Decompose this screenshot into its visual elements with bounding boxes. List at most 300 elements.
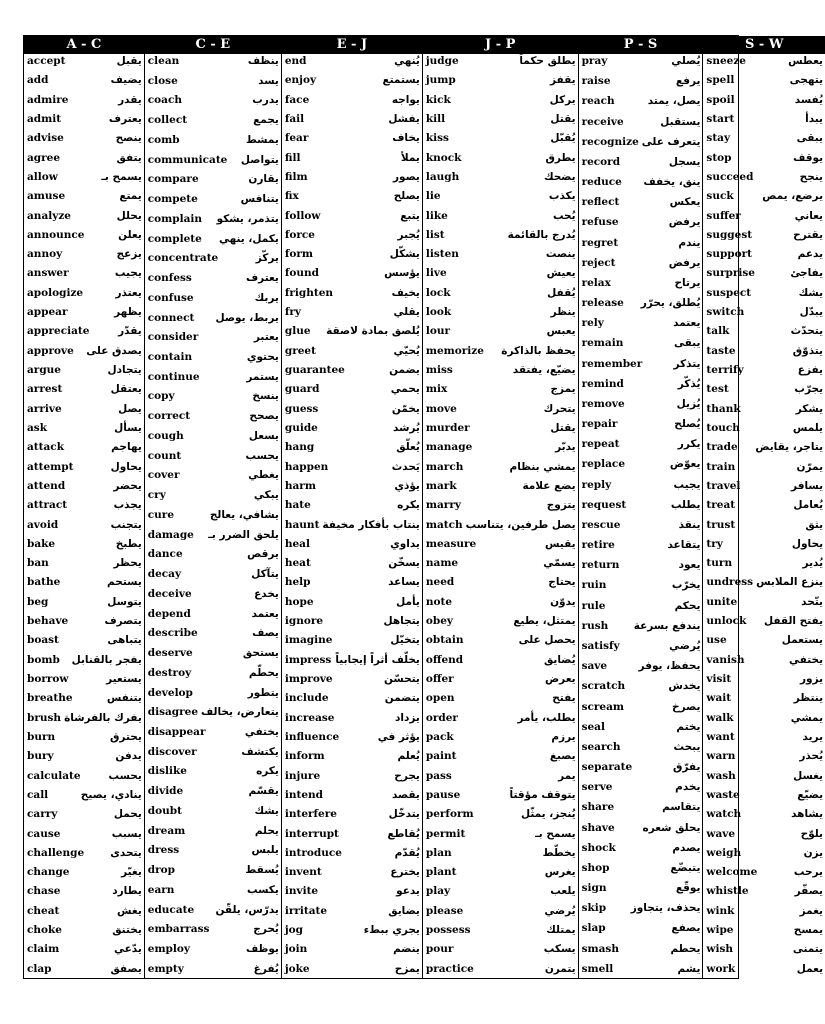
arabic-translation: يسمح بـ [101,170,142,183]
arabic-translation: يفاجئ [790,267,824,280]
arabic-translation: يمشي بنظام [509,460,576,473]
arabic-translation: يخترع [390,866,420,879]
english-word: disagree [147,706,199,719]
english-word: need [425,576,455,589]
english-word: fear [284,132,309,145]
english-word: miss [425,364,453,376]
arabic-translation: يُعامل [793,499,824,512]
vocab-entry [703,94,825,106]
english-word: like [425,209,448,222]
vocab-entry [24,325,144,337]
vocab-entry [579,257,703,269]
vocab-entry [579,640,703,652]
arabic-translation: يقبل [116,55,142,67]
arabic-translation: يشكّل [389,248,420,261]
english-word: permit [425,827,466,840]
english-word: separate [581,761,633,774]
arabic-translation: يُعلّق [396,441,420,454]
arabic-translation: يعلن [118,228,142,241]
arabic-translation: يتنافس [240,193,279,206]
english-word: impress [284,653,332,666]
vocab-entry [282,403,422,415]
english-word: destroy [147,666,192,679]
english-word: wash [706,769,736,782]
arabic-translation: يعطس [788,55,824,67]
english-word: educate [147,903,195,916]
vocab-entry [24,538,144,550]
arabic-translation: يتحدى [110,846,142,859]
english-word: taste [706,344,736,357]
english-word: manage [425,441,473,454]
entry-list [423,54,578,978]
arabic-translation: يُقاطع [387,827,420,840]
vocab-entry [703,132,825,144]
english-word: reflect [581,196,620,209]
arabic-translation: يعتمد [251,607,279,620]
english-word: rush [581,619,609,632]
vocab-entry [703,770,825,782]
arabic-translation: يتهجى [789,74,824,87]
vocab-entry [703,634,825,646]
english-word: shock [581,841,616,854]
arabic-translation: يُنهي [394,55,420,67]
english-word: turn [706,557,733,570]
english-word: compare [147,173,199,186]
vocab-entry [24,519,144,531]
arabic-translation: يسافر [791,479,824,492]
arabic-translation: يطارد [112,885,142,898]
vocab-entry [24,634,144,646]
vocab-entry [145,489,281,501]
vocab-entry [24,847,144,859]
arabic-translation: يضحك [543,170,576,183]
vocab-entry [24,885,144,897]
arabic-translation: يحتاج [548,576,576,589]
vocab-entry [423,152,578,164]
arabic-translation: يسد [258,74,279,87]
vocab-entry [24,345,144,357]
vocab-entry [703,519,825,531]
arabic-translation: يحسب [245,449,279,462]
english-word: count [147,449,182,462]
english-word: sign [581,882,607,895]
vocab-entry [145,765,281,777]
arabic-translation: يجمع [253,114,279,127]
vocab-entry [145,884,281,896]
vocab-entry [145,588,281,600]
vocab-entry [423,267,578,279]
arabic-translation: يدوّن [550,595,576,608]
arabic-translation: يجيب [673,478,701,491]
arabic-translation: يوقف [793,151,824,164]
arabic-translation: يواجه [391,93,420,106]
vocab-entry [703,248,825,260]
english-word: invite [284,885,319,898]
arabic-translation: يتقاعد [667,539,701,552]
vocab-entry [423,190,578,202]
arabic-translation: ينتاب بأفكار مخيفة [322,518,420,531]
vocab-entry [24,94,144,106]
english-word: shave [581,821,615,834]
vocab-entry [703,750,825,762]
english-word: practice [425,962,474,975]
arabic-translation: ينتظر [793,692,824,705]
vocab-entry [282,364,422,376]
arabic-translation: يتعرف على [641,135,701,148]
vocab-entry [24,692,144,704]
vocab-entry [423,403,578,415]
english-word: fill [284,151,301,164]
vocab-entry [423,615,578,627]
vocab-entry [423,963,578,975]
arabic-translation: يُجبر [397,228,420,241]
arabic-translation: يعتبر [253,331,279,344]
english-word: open [425,692,455,705]
vocab-entry [24,789,144,801]
arabic-translation: يحاول [110,460,142,473]
vocab-entry [579,337,703,349]
english-word: satisfy [581,639,620,652]
english-word: waste [706,788,740,801]
english-word: kick [425,93,451,106]
arabic-translation: ينزع الملابس [756,576,824,589]
english-word: harm [284,479,316,492]
vocab-entry [579,95,703,107]
vocab-entry [703,364,825,376]
arabic-translation: يعتقل [110,383,142,396]
vocab-entry [579,116,703,128]
vocab-entry [423,248,578,260]
arabic-translation: يحسب [108,769,142,782]
arabic-translation: يدبّر [555,441,576,454]
column-header: E - J [282,36,422,54]
english-word: refuse [581,216,619,229]
vocab-entry [24,74,144,86]
english-word: appreciate [27,325,90,338]
english-word: concentrate [147,252,219,265]
column-j-p [423,36,579,978]
english-word: reject [581,256,616,269]
english-word: touch [706,421,740,434]
arabic-translation: يخدش [668,680,701,693]
english-word: march [425,460,464,473]
arabic-translation: يجذب [113,499,142,512]
english-word: divide [147,785,184,798]
english-word: avoid [27,518,59,531]
vocab-entry [145,608,281,620]
vocab-entry [282,152,422,164]
vocab-entry [24,615,144,627]
arabic-translation: يسمّي [543,557,576,570]
arabic-translation: يجري ببطء [363,924,420,937]
english-word: scream [581,700,625,713]
vocab-entry [423,557,578,569]
vocab-entry [703,731,825,743]
english-word: influence [284,730,340,743]
arabic-translation: ينق، يخفف [643,176,701,189]
english-word: heal [284,537,310,550]
arabic-translation: يستعمل [781,634,824,647]
vocab-entry [579,519,703,531]
vocab-entry [24,750,144,762]
arabic-translation: يبدأ [805,112,824,125]
arabic-translation: يشك [254,804,279,817]
vocab-entry [282,866,422,878]
arabic-translation: يخمّن [391,402,420,415]
english-word: lie [425,190,441,203]
arabic-translation: يُصلي [671,55,701,67]
english-word: mark [425,479,457,492]
arabic-translation: يقيس [544,537,576,550]
vocab-entry [145,292,281,304]
english-word: name [425,557,459,570]
arabic-translation: يلحق الضرر بـ [208,528,279,541]
arabic-translation: يطلب، يأمر [517,711,576,724]
vocab-entry [24,306,144,318]
english-word: include [284,692,329,705]
arabic-translation: يتفق [116,151,142,164]
english-word: train [706,460,736,473]
vocab-entry [282,731,422,743]
arabic-translation: يكمل، ينهي [218,232,279,245]
english-word: end [284,55,307,67]
arabic-translation: يتحدّث [790,325,824,338]
english-word: hate [284,499,311,512]
arabic-translation: يقدّر [118,325,142,338]
english-word: offend [425,653,464,666]
english-word: plan [425,846,452,859]
english-word: add [27,74,49,87]
arabic-translation: يصدق على [86,344,142,357]
arabic-translation: يتوقف مؤقتاً [509,788,576,801]
arabic-translation: ينظر [550,306,576,319]
vocab-entry [145,114,281,126]
arabic-translation: يُدير [802,557,824,570]
arabic-translation: يدفن [115,750,142,763]
arabic-translation: يملأ [400,151,420,164]
english-word: kiss [425,132,449,145]
arabic-translation: يوقّع [675,882,701,895]
arabic-translation: يريد [802,730,824,743]
english-word: cough [147,429,184,442]
english-word: attract [27,499,68,512]
arabic-translation: يتزوج [546,499,576,512]
arabic-translation: يمزج [550,383,576,396]
vocab-entry [423,943,578,955]
vocab-entry [579,196,703,208]
english-word: cause [27,827,61,840]
english-word: want [706,730,735,743]
arabic-translation: يعترف [245,272,279,285]
english-word: cheat [27,904,60,917]
english-word: confess [147,272,192,285]
english-word: remove [581,397,625,410]
vocab-entry [423,171,578,183]
vocab-entry [24,808,144,820]
english-word: skip [581,902,607,915]
column-header: P - S [579,36,703,54]
arabic-translation: ينجح [799,170,824,183]
arabic-translation: يفزع [797,364,824,376]
arabic-translation: يتباهى [107,634,142,647]
vocab-entry [282,499,422,511]
english-word: ruin [581,579,607,592]
vocab-entry [145,351,281,363]
vocab-entry [423,634,578,646]
arabic-translation: يرقص [247,548,279,561]
vocab-entry [24,673,144,685]
arabic-translation: يبحث [673,740,701,753]
vocab-entry [24,480,144,492]
english-word: jump [425,74,456,87]
vocab-entry [579,75,703,87]
english-word: change [27,866,70,879]
arabic-translation: يتجادل [107,364,142,376]
arabic-translation: يضيّع، يفتقد [512,364,576,376]
arabic-translation: يحلم [254,824,279,837]
english-word: describe [147,627,198,640]
arabic-translation: يدرب [252,94,279,107]
english-word: cry [147,489,166,502]
arabic-translation: يحترق [110,730,142,743]
arabic-translation: يؤثر في [377,730,420,743]
arabic-translation: يمتع [119,190,142,203]
english-word: suspect [706,286,752,299]
vocab-entry [282,461,422,473]
vocab-entry [145,173,281,185]
arabic-translation: يُقدّم [394,846,420,859]
column-header: C - E [145,36,281,54]
arabic-translation: يضع علامة [522,479,576,492]
english-word: offer [425,673,454,685]
english-word: please [425,904,464,917]
arabic-translation: يسكب [543,943,576,956]
arabic-translation: يخرّب [671,579,701,592]
arabic-translation: يخطّط [542,846,576,859]
arabic-translation: يختنق [112,924,142,937]
english-word: connect [147,311,195,324]
vocab-entry [24,943,144,955]
vocab-entry [145,785,281,797]
vocab-entry [24,171,144,183]
entry-list [703,54,825,978]
english-word: note [425,595,453,608]
vocab-entry [423,519,578,531]
vocab-entry [24,557,144,569]
vocab-entry [145,410,281,422]
vocab-entry [145,627,281,639]
vocab-entry [282,132,422,144]
vocab-entry [24,905,144,917]
arabic-translation: يسخّن [388,557,420,570]
arabic-translation: يحمي [390,383,420,396]
english-word: fail [284,112,305,125]
arabic-translation: يحكم [674,599,701,612]
vocab-entry [423,55,578,67]
english-word: guard [284,383,320,396]
arabic-translation: يستمتع [382,74,420,87]
arabic-translation: يتحسّن [383,673,420,685]
vocab-entry [579,136,703,148]
english-word: lour [425,325,451,338]
vocab-entry [24,132,144,144]
vocab-entry [579,701,703,713]
english-word: wish [706,943,733,956]
arabic-translation: يعاني [794,209,824,222]
english-word: deceive [147,587,192,600]
english-word: ask [27,421,47,434]
vocab-entry [24,113,144,125]
english-word: allow [27,170,58,183]
english-word: scratch [581,680,626,693]
vocab-entry [703,847,825,859]
vocab-entry [24,229,144,241]
vocab-entry [703,692,825,704]
english-word: remember [581,357,643,370]
vocab-entry [24,441,144,453]
english-word: weigh [706,846,742,859]
arabic-translation: يُحب [552,209,576,222]
vocab-entry [579,398,703,410]
english-word: return [581,559,620,572]
vocab-entry [24,55,144,67]
arabic-translation: يعتذر [115,286,142,299]
arabic-translation: يعمل [796,962,824,975]
english-word: disappear [147,725,206,738]
arabic-translation: يربك [254,291,279,304]
vocab-entry [145,331,281,343]
english-word: succeed [706,170,754,183]
english-word: calculate [27,769,81,782]
vocab-entry [423,576,578,588]
vocab-entry [579,156,703,168]
english-word: raise [581,75,611,88]
english-word: obtain [425,634,464,647]
arabic-translation: يظهر [114,306,142,319]
vocab-entry [703,422,825,434]
arabic-translation: يخاف [392,132,420,145]
arabic-translation: ينقذ [678,518,701,531]
arabic-translation: يسبب [111,827,142,840]
vocab-entry [282,654,422,666]
english-word: frighten [284,286,334,299]
arabic-translation: يحطم [670,942,701,955]
arabic-translation: يقترح [793,228,824,241]
english-word: fry [284,306,302,319]
arabic-translation: يحفظ بالذاكرة [501,344,576,357]
arabic-translation: يُضايق [543,653,576,666]
arabic-translation: يقلي [393,306,420,319]
english-word: undress [706,576,754,589]
english-word: suggest [706,228,753,241]
english-word: choke [27,924,62,937]
english-word: guess [284,402,319,415]
vocab-entry [145,154,281,166]
english-word: request [581,498,627,511]
english-word: lock [425,286,451,299]
column-a-c [24,36,145,978]
vocab-entry [282,924,422,936]
arabic-translation: يفرك بالفرشاة [64,711,142,724]
english-word: found [284,267,319,280]
vocab-entry [282,345,422,357]
english-word: joke [284,962,310,975]
arabic-translation: يرحب [793,866,824,879]
vocab-entry [703,383,825,395]
arabic-translation: يجرح [394,769,420,782]
vocab-entry [145,726,281,738]
vocab-entry [703,74,825,86]
